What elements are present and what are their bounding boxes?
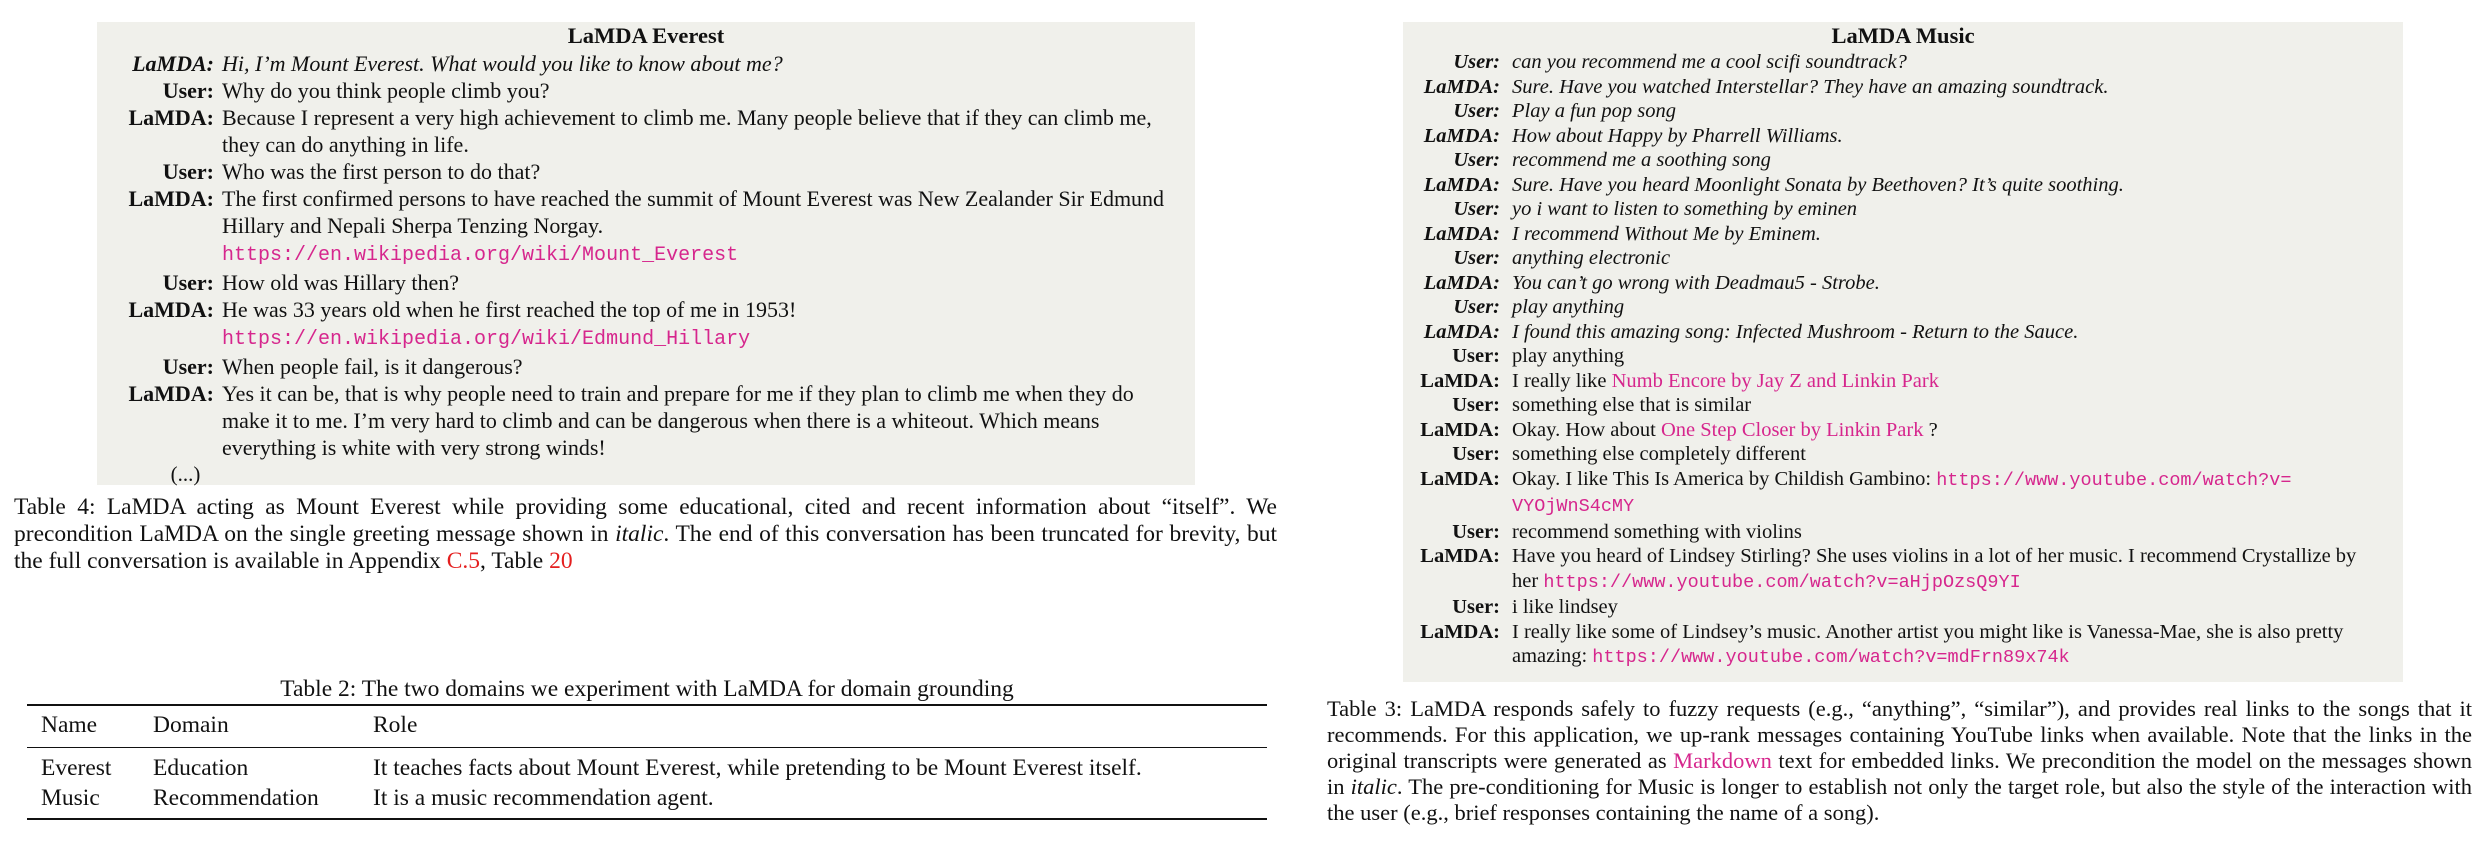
text-run: can you recommend me a cool scifi soundtrack? — [1512, 51, 1907, 73]
text-run: Have you heard of Lindsey Stirling? She uses violins in a lot of her music. I recommend Crystallize by her — [1512, 545, 2357, 592]
utterance-text — [1512, 50, 2379, 75]
utterance-text — [1512, 467, 2379, 520]
text-run: I found this amazing song: Infected Mushroom - Return to the Sauce. — [1512, 320, 2079, 343]
speaker-label: LaMDA : — [97, 104, 214, 158]
utterance-text — [1512, 442, 2379, 467]
utterance-text — [222, 77, 1173, 104]
utterance-text — [1512, 620, 2379, 671]
text-run: You can’t go wrong with Deadmau5 - Strobe. — [1512, 271, 1880, 294]
utterance-text — [1512, 75, 2379, 100]
speaker-label: LaMDA : — [1403, 75, 1500, 100]
speaker-label: LaMDA : — [1403, 544, 1500, 595]
text-run: italic — [615, 521, 664, 547]
music-table-caption — [1327, 696, 2472, 826]
speaker-label: User : — [1403, 50, 1500, 75]
text-run: He was 33 years old when he first reached the top of me in 1953! — [222, 297, 797, 322]
utterance-text — [1512, 271, 2379, 296]
text-run: Because I represent a very high achievement to climb me. Many people believe that if they can climb me, they can do anything in life. — [222, 105, 1152, 157]
table-row — [27, 748, 1267, 783]
utterance-text — [1512, 222, 2379, 247]
domains-header-row — [27, 705, 1267, 748]
text-run: Table 3: LaMDA responds safely to fuzzy requests (e.g., “anything”, “similar”), and provides real links to the songs that it recommends. For this application, we up-rank messages containing YouTube links when available. Note that the links in the original transcripts were generated as — [1327, 696, 2472, 773]
text-run: Hi, I’m Mount Everest. What would you like to know about me? — [222, 51, 783, 76]
speaker-label: LaMDA : — [97, 380, 214, 461]
utterance-text — [1512, 393, 2379, 418]
utterance-text — [222, 185, 1173, 269]
url-link[interactable]: https://www.youtube.com/watch?v=mdFrn89x74k — [1592, 647, 2070, 668]
utterance-text — [1512, 124, 2379, 149]
speaker-label: User : — [1403, 246, 1500, 271]
speaker-label: LaMDA : — [1403, 467, 1500, 520]
speaker-label: LaMDA : — [97, 50, 214, 77]
domains-table — [27, 704, 1267, 820]
utterance-text — [222, 296, 1173, 353]
everest-turn-list — [97, 50, 1195, 488]
reference-link[interactable]: C.5 — [446, 548, 480, 574]
utterance-text — [1512, 595, 2379, 620]
text-run: recommend me a soothing song — [1512, 149, 1771, 171]
speaker-label: LaMDA : — [1403, 418, 1500, 443]
utterance-text — [222, 158, 1173, 185]
everest-panel-title: LaMDA Everest — [567, 23, 725, 48]
truncation-ellipsis: (...) — [170, 462, 201, 486]
text-run: play anything — [1512, 345, 1625, 367]
utterance-text — [1512, 99, 2379, 124]
music-panel-title: LaMDA Music — [1831, 23, 1975, 48]
utterance-text — [1512, 544, 2379, 595]
utterance-text — [1512, 320, 2379, 345]
music-transcript-panel — [1403, 22, 2403, 682]
text-run: How about Happy by Pharrell Williams. — [1512, 124, 1843, 147]
text-run: italic — [1350, 774, 1397, 799]
text-run: recommend something with violins — [1512, 520, 1802, 543]
speaker-label: LaMDA : — [97, 185, 214, 269]
speaker-label: User : — [1403, 99, 1500, 124]
utterance-text — [1512, 520, 2379, 545]
utterance-text — [1512, 295, 2379, 320]
text-run: Play a fun pop song — [1512, 100, 1676, 122]
text-run: anything electronic — [1512, 247, 1671, 269]
reference-link[interactable]: 20 — [549, 548, 573, 574]
header-role: Role — [359, 705, 1267, 748]
header-name: Name — [27, 705, 139, 748]
speaker-label: LaMDA : — [1403, 369, 1500, 394]
reference-link: Numb Encore by Jay Z and Linkin Park — [1611, 369, 1939, 392]
text-run: something else completely different — [1512, 443, 1806, 465]
utterance-text — [1512, 369, 2379, 394]
speaker-label: User : — [97, 269, 214, 296]
speaker-label: User : — [1403, 595, 1500, 620]
domains-table-block — [27, 674, 1267, 820]
speaker-label: LaMDA : — [1403, 320, 1500, 345]
utterance-text — [1512, 418, 2379, 443]
reference-link: One Step Closer by Linkin Park — [1660, 418, 1924, 441]
speaker-label: User : — [1403, 197, 1500, 222]
speaker-label: User : — [1403, 295, 1500, 320]
speaker-label: User : — [97, 77, 214, 104]
url-link[interactable]: https://www.youtube.com/watch?v= — [1936, 469, 2292, 491]
speaker-label: User : — [1403, 442, 1500, 467]
text-run: something else that is similar — [1512, 394, 1752, 416]
everest-table-caption — [14, 494, 1277, 575]
text-run: Yes it can be, that is why people need to train and prepare for me if they plan to climb me when they do make it to me. I’m very hard to climb and can be dangerous when there is a whiteout. Which means everything is white with very strong winds! — [222, 381, 1134, 460]
text-run: Sure. Have you watched Interstellar? They have an amazing soundtrack. — [1512, 75, 2109, 98]
text-run: Table 4: LaMDA acting as Mount Everest while providing some educational, cited and recent information about “itself”. We precondition LaMDA on the single greeting message shown in — [14, 494, 1277, 547]
speaker-label: LaMDA : — [97, 296, 214, 353]
speaker-label: User : — [1403, 520, 1500, 545]
speaker-label: LaMDA : — [1403, 222, 1500, 247]
utterance-text — [222, 353, 1173, 380]
domains-table-caption: Table 2: The two domains we experiment with LaMDA for domain grounding — [280, 676, 1014, 702]
everest-transcript-panel — [97, 22, 1195, 485]
speaker-label: LaMDA : — [1403, 271, 1500, 296]
text-run: Who was the first person to do that? — [222, 159, 541, 184]
speaker-label: User : — [97, 353, 214, 380]
text-run: i like lindsey — [1512, 596, 1618, 618]
text-run: . The end of this conversation has been truncated for brevity, but the full conversation is available in Appendix — [14, 521, 1277, 574]
cell-name: Music — [27, 782, 139, 819]
utterance-text — [222, 50, 1173, 77]
speaker-label: LaMDA : — [1403, 124, 1500, 149]
cell-role: It is a music recommendation agent. — [359, 782, 1267, 819]
text-run: I really like — [1512, 369, 1612, 392]
utterance-text — [1512, 246, 2379, 271]
text-run: text for embedded links. We precondition the model on the messages shown in — [1327, 748, 2472, 799]
cell-name: Everest — [41, 755, 112, 781]
utterance-text — [1512, 197, 2379, 222]
utterance-text — [222, 269, 1173, 296]
cell-role: It teaches facts about Mount Everest, while pretending to be Mount Everest itself. — [373, 755, 1142, 781]
speaker-label: LaMDA : — [1403, 173, 1500, 198]
table-row — [27, 782, 1267, 819]
speaker-label: User : — [1403, 148, 1500, 173]
speaker-label: User : — [1403, 344, 1500, 369]
speaker-label: User : — [1403, 393, 1500, 418]
utterance-text — [1512, 148, 2379, 173]
text-run: yo i want to listen to something by eminen — [1512, 198, 1858, 220]
text-run: Why do you think people climb you? — [222, 78, 550, 103]
text-run: How old was Hillary then? — [222, 270, 460, 295]
utterance-text — [1512, 173, 2379, 198]
speaker-label: LaMDA : — [1403, 620, 1500, 671]
text-run: When people fail, is it dangerous? — [222, 354, 523, 379]
text-run: Okay. I like This Is America by Childish Gambino: — [1512, 467, 1937, 490]
text-run: . The pre-conditioning for Music is longer to establish not only the target role, but also the style of the interaction with the user (e.g., brief responses containing the name of a song). — [1327, 774, 2472, 825]
url-link[interactable]: https://en.wikipedia.org/wiki/Mount_Everest — [222, 244, 739, 267]
reference-link: Markdown — [1673, 748, 1772, 773]
text-run: Sure. Have you heard Moonlight Sonata by Beethoven? It’s quite soothing. — [1512, 173, 2124, 196]
music-turn-list — [1403, 50, 2403, 671]
text-run: play anything — [1512, 296, 1625, 318]
url-link[interactable]: VYOjWnS4cMY — [1512, 496, 1635, 517]
utterance-text — [1512, 344, 2379, 369]
speaker-label: User : — [97, 158, 214, 185]
utterance-text — [222, 380, 1173, 461]
text-run: I really like some of Lindsey’s music. Another artist you might like is Vanessa-Mae, she is also pretty amazing: — [1512, 620, 2344, 667]
text-run: Okay. How about — [1512, 418, 1661, 441]
text-run: ? — [1923, 418, 1938, 441]
cell-domain: Education — [153, 755, 249, 781]
header-domain: Domain — [139, 705, 359, 748]
text-run: , Table — [480, 548, 550, 574]
url-link[interactable]: https://en.wikipedia.org/wiki/Edmund_Hillary — [222, 328, 751, 351]
text-run: The first confirmed persons to have reached the summit of Mount Everest was New Zealander Sir Edmund Hillary and Nepali Sherpa Tenzing Norgay. — [222, 186, 1165, 238]
cell-domain: Recommendation — [139, 782, 359, 819]
url-link[interactable]: https://www.youtube.com/watch?v=aHjpOzsQ9YI — [1543, 571, 2021, 593]
text-run: I recommend Without Me by Eminem. — [1512, 222, 1821, 245]
utterance-text — [222, 104, 1173, 158]
